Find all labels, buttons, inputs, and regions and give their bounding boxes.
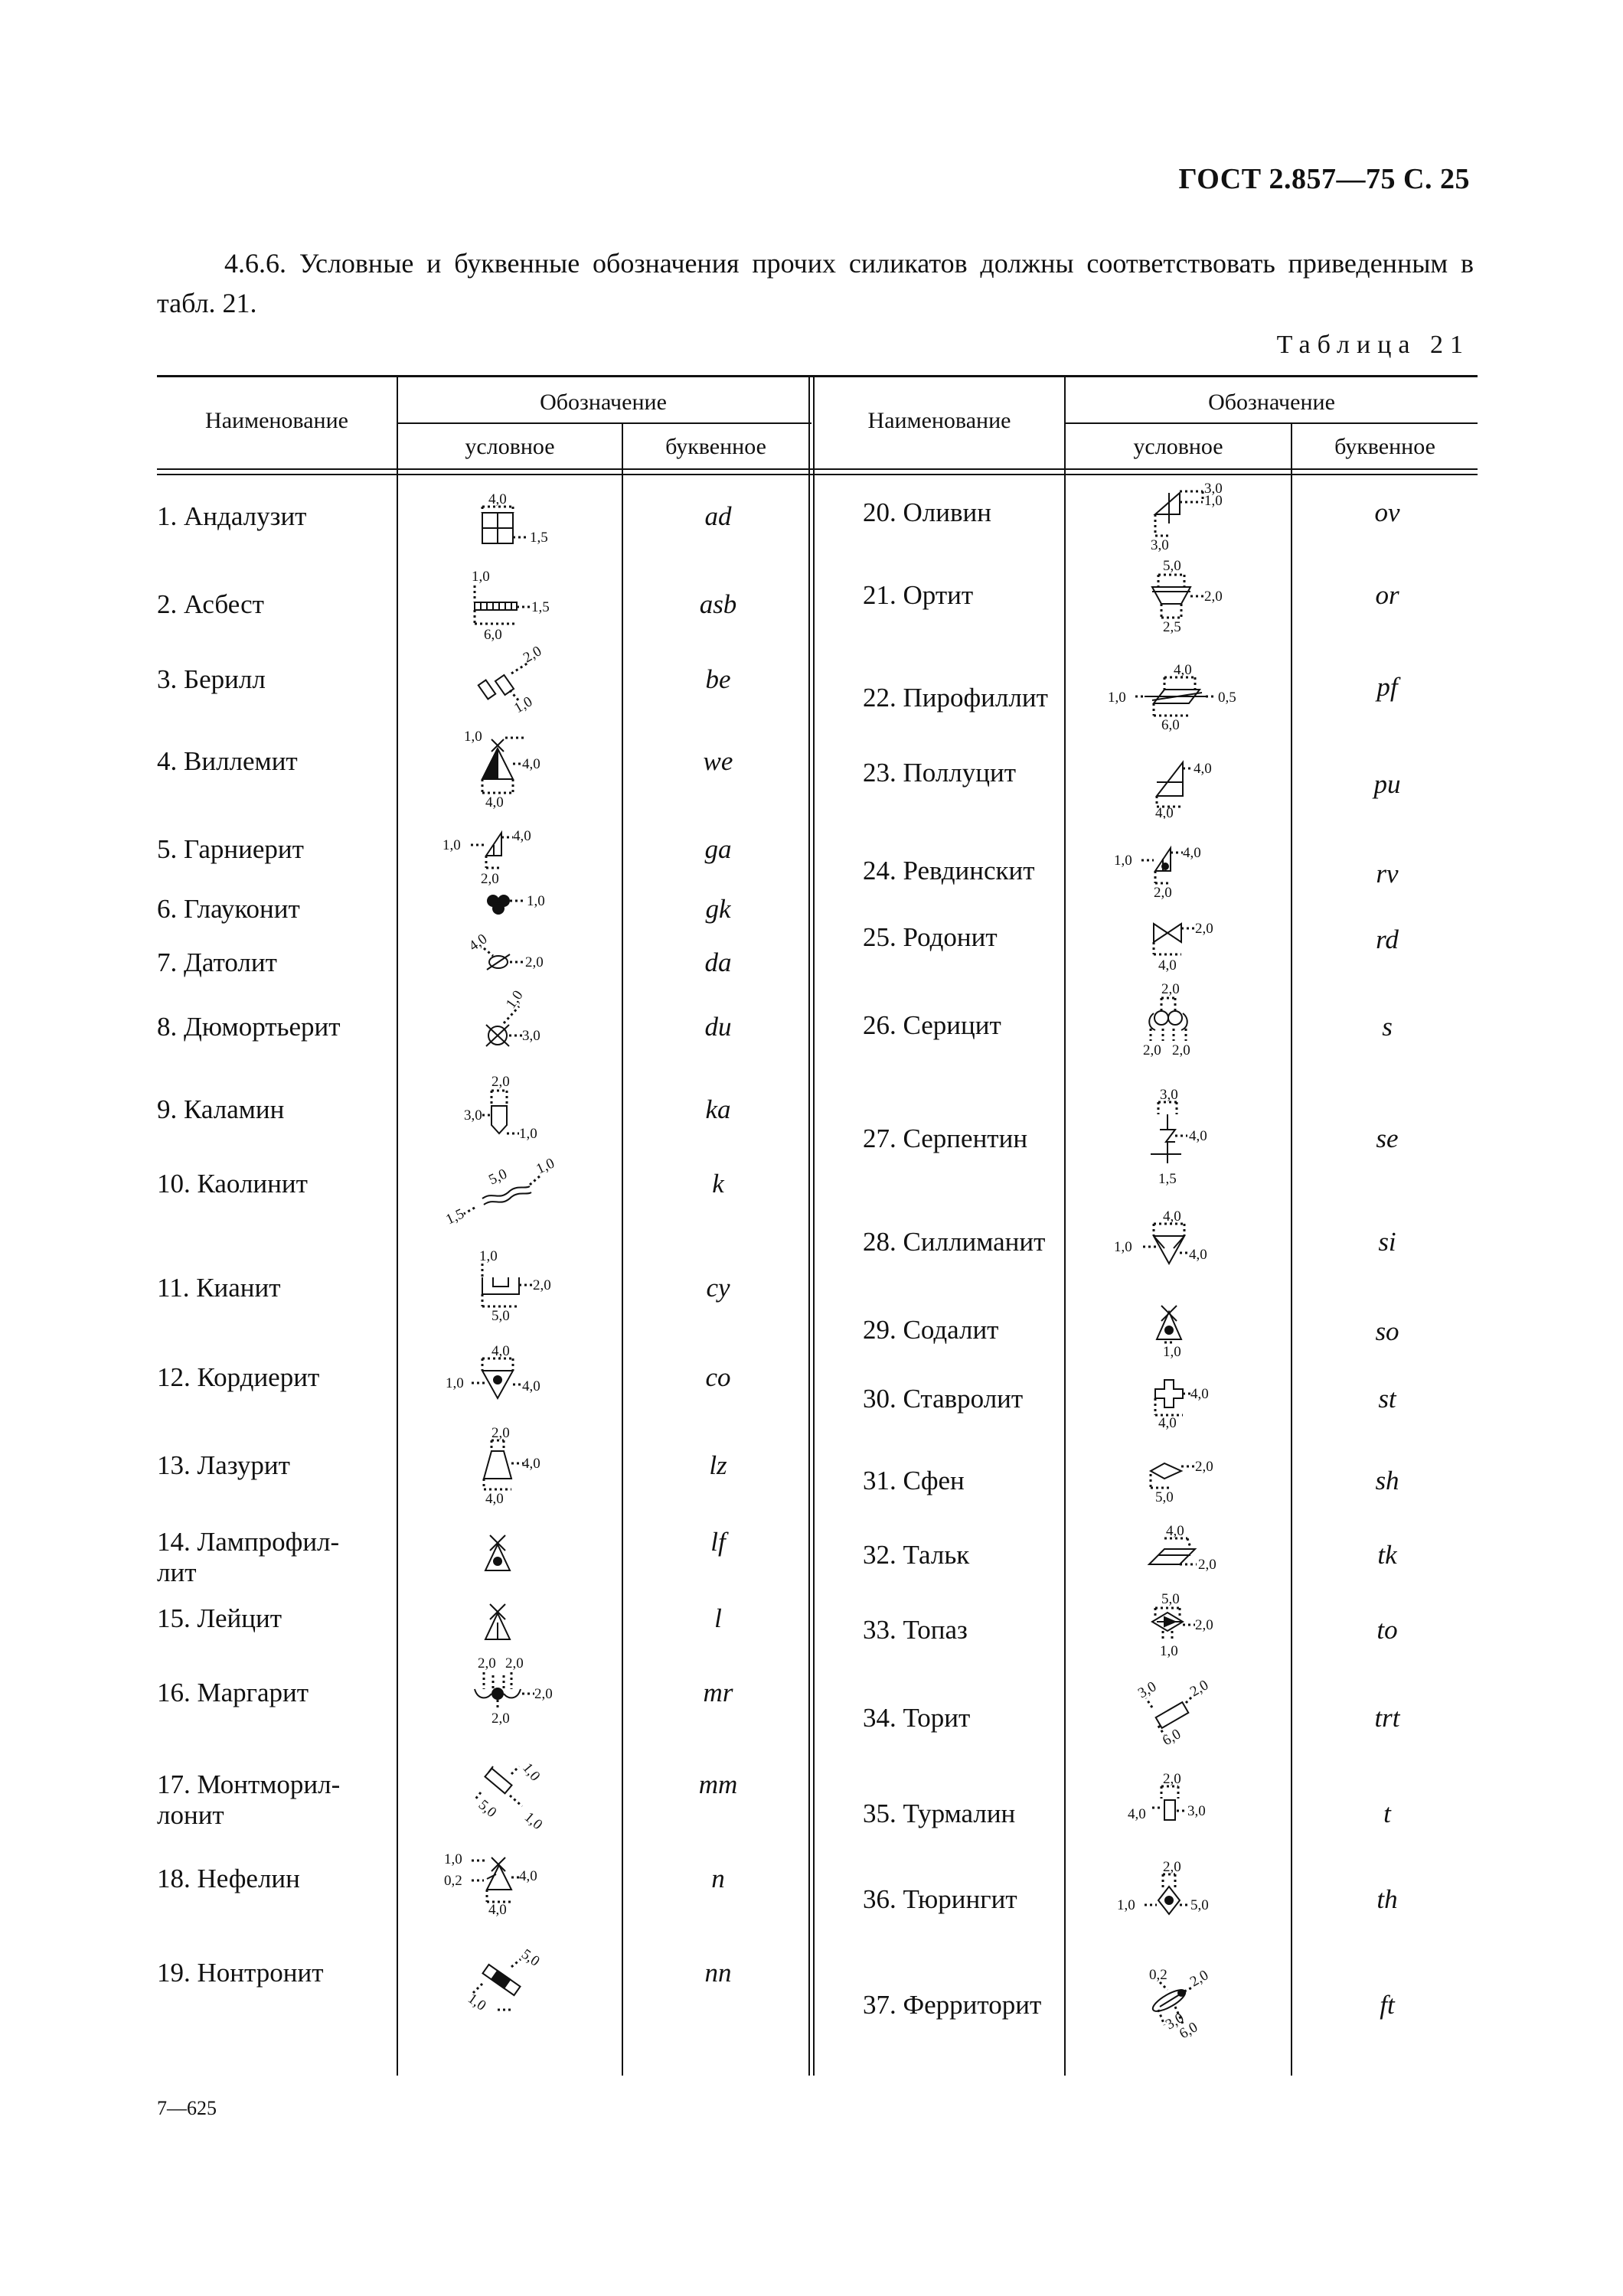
svg-text:1,0: 1,0 [1204, 493, 1223, 509]
row-name: 29. Содалит [863, 1315, 999, 1345]
header-conventional-right: условное [1133, 434, 1223, 459]
svg-text:5,0: 5,0 [1155, 1489, 1174, 1505]
willemite-symbol-icon [398, 726, 597, 810]
row-name: 13. Лазурит [157, 1450, 290, 1480]
svg-text:3,0: 3,0 [1187, 1803, 1206, 1819]
svg-text:2,0: 2,0 [1195, 1459, 1213, 1475]
svg-text:2,0: 2,0 [1161, 981, 1180, 997]
svg-text:4,0: 4,0 [1190, 1386, 1209, 1402]
svg-text:4,0: 4,0 [1155, 805, 1174, 819]
svg-text:4,0: 4,0 [1158, 1415, 1177, 1431]
svg-text:1,0: 1,0 [1108, 690, 1126, 706]
svg-text:4,0: 4,0 [519, 1868, 537, 1884]
row-name: 31. Сфен [863, 1466, 965, 1495]
svg-text:5,0: 5,0 [1161, 1591, 1180, 1607]
svg-text:1,0: 1,0 [527, 893, 545, 909]
sodalite-symbol-icon [1068, 1286, 1267, 1370]
row-code: to [1376, 1615, 1398, 1645]
pollucite-symbol-icon [1068, 735, 1267, 819]
svg-text:3,0: 3,0 [1160, 1087, 1178, 1103]
svg-text:3,0: 3,0 [464, 1107, 482, 1124]
row-name: 9. Каламин [157, 1094, 285, 1124]
row-name: 27. Серпентин [863, 1124, 1028, 1153]
row-code: we [703, 746, 733, 776]
row-name: 10. Каолинит [157, 1169, 308, 1199]
row-code: or [1375, 580, 1399, 610]
sericite-symbol-icon [1068, 980, 1267, 1064]
kyanite-symbol-icon [398, 1244, 597, 1328]
svg-text:2,0: 2,0 [1163, 1771, 1181, 1787]
svg-text:2,0: 2,0 [1172, 1042, 1190, 1058]
row-name-line1: 14. Лампрофил- [157, 1527, 340, 1557]
svg-text:2,0: 2,0 [534, 1686, 553, 1702]
row-name: 8. Дюмортьерит [157, 1012, 341, 1042]
row-name: 20. Оливин [863, 497, 991, 527]
row-name: 5. Гарниерит [157, 834, 304, 864]
svg-text:1,5: 1,5 [443, 1205, 467, 1228]
svg-text:2,0: 2,0 [1154, 885, 1172, 901]
svg-text:5,0: 5,0 [491, 1308, 510, 1324]
svg-text:4,0: 4,0 [1189, 1128, 1207, 1144]
svg-text:4,0: 4,0 [1189, 1247, 1207, 1263]
row-name: 32. Тальк [863, 1540, 970, 1570]
row-name: 23. Поллуцит [863, 758, 1017, 788]
row-name: 15. Лейцит [157, 1603, 282, 1633]
row-code: rd [1376, 925, 1399, 954]
row-name: 33. Топаз [863, 1615, 968, 1645]
svg-text:2,0: 2,0 [521, 643, 545, 667]
row-code: gk [705, 894, 731, 924]
svg-text:2,0: 2,0 [491, 1711, 510, 1727]
header-letter-right: буквенное [1334, 434, 1435, 459]
thorite-symbol-icon [1068, 1672, 1267, 1756]
row-name-line1: 17. Монтморил- [157, 1769, 341, 1799]
svg-text:4,0: 4,0 [1163, 1208, 1181, 1225]
row-code: t [1383, 1799, 1391, 1828]
row-code: nn [704, 1958, 732, 1988]
montmorillonite-symbol-icon [398, 1745, 597, 1829]
row-code: trt [1374, 1703, 1400, 1733]
row-name: 26. Серицит [863, 1010, 1001, 1040]
row-name: 11. Кианит [157, 1273, 281, 1303]
svg-text:2,0: 2,0 [505, 1655, 524, 1671]
header-name-left: Наименование [205, 408, 348, 433]
svg-text:4,0: 4,0 [1183, 845, 1201, 861]
svg-text:2,0: 2,0 [1198, 1557, 1216, 1573]
svg-text:1,0: 1,0 [464, 729, 482, 745]
svg-text:3,0: 3,0 [1204, 481, 1223, 497]
svg-text:5,0: 5,0 [1163, 558, 1181, 574]
svg-text:4,0: 4,0 [465, 931, 491, 955]
row-code: ga [704, 834, 732, 864]
svg-text:6,0: 6,0 [484, 627, 502, 643]
svg-text:1,0: 1,0 [1114, 853, 1132, 869]
svg-text:2,0: 2,0 [1187, 1677, 1212, 1701]
svg-text:0,2: 0,2 [444, 1873, 462, 1889]
svg-text:0,5: 0,5 [1218, 690, 1236, 706]
row-code: tk [1377, 1540, 1397, 1570]
svg-text:4,0: 4,0 [485, 794, 504, 810]
topaz-symbol-icon [1068, 1588, 1267, 1672]
row-code: co [705, 1362, 731, 1392]
row-name: 21. Ортит [863, 580, 974, 610]
svg-text:1,0: 1,0 [519, 1760, 544, 1785]
svg-text:2,0: 2,0 [533, 1277, 551, 1293]
svg-text:4,0: 4,0 [491, 1343, 510, 1359]
svg-text:2,0: 2,0 [1143, 1042, 1161, 1058]
row-code: asb [699, 589, 737, 619]
svg-text:3,0: 3,0 [1163, 2010, 1187, 2033]
row-name: 4. Виллемит [157, 746, 298, 776]
svg-text:2,0: 2,0 [478, 1655, 496, 1671]
svg-text:4,0: 4,0 [1158, 957, 1177, 974]
row-name: 36. Тюрингит [863, 1884, 1017, 1914]
svg-text:1,5: 1,5 [531, 599, 550, 615]
svg-text:4,0: 4,0 [488, 1902, 507, 1917]
svg-text:4,0: 4,0 [522, 756, 540, 772]
svg-text:4,0: 4,0 [513, 828, 531, 844]
orthite-symbol-icon [1068, 555, 1267, 639]
row-name: 19. Нонтронит [157, 1958, 324, 1988]
svg-text:1,0: 1,0 [511, 693, 536, 717]
row-name-line2: лонит [157, 1800, 224, 1830]
row-code: l [714, 1603, 722, 1633]
row-code: ft [1380, 1990, 1395, 2020]
row-code: s [1382, 1012, 1393, 1042]
svg-text:4,0: 4,0 [1174, 662, 1192, 678]
ferrithorite-symbol-icon [1068, 1959, 1267, 2043]
andalusite-symbol-icon [398, 482, 597, 566]
svg-text:4,0: 4,0 [1128, 1806, 1146, 1822]
svg-text:4,0: 4,0 [1166, 1523, 1184, 1539]
svg-text:4,0: 4,0 [485, 1491, 504, 1507]
cordierite-symbol-icon [398, 1336, 597, 1420]
row-code: th [1376, 1884, 1398, 1914]
row-name: 16. Маргарит [157, 1678, 309, 1707]
svg-text:0,2: 0,2 [1149, 1967, 1167, 1983]
talc-symbol-icon [1068, 1515, 1267, 1600]
svg-text:1,0: 1,0 [1117, 1897, 1135, 1913]
svg-text:2,5: 2,5 [1163, 619, 1181, 635]
svg-text:2,0: 2,0 [525, 954, 544, 970]
svg-text:1,0: 1,0 [519, 1126, 537, 1142]
svg-text:5,0: 5,0 [486, 1166, 510, 1189]
svg-text:1,0: 1,0 [442, 837, 461, 853]
svg-text:4,0: 4,0 [522, 1378, 540, 1394]
svg-text:1,0: 1,0 [465, 1990, 489, 2014]
datolite-symbol-icon [398, 922, 597, 983]
svg-text:5,0: 5,0 [475, 1796, 500, 1821]
svg-text:5,0: 5,0 [1190, 1897, 1209, 1913]
row-code: ad [704, 501, 732, 531]
row-code: k [712, 1169, 724, 1199]
row-name: 1. Андалузит [157, 501, 307, 531]
serpentine-dim: 1,5 [1158, 1171, 1177, 1187]
intro-paragraph: 4.6.6. Условные и буквенные обозначения прочих силикатов должны соответствовать приведенным в табл. 21. [157, 248, 1474, 318]
row-code: da [704, 947, 732, 977]
svg-text:2,0: 2,0 [1187, 1967, 1212, 1991]
revdinskite-symbol-icon [1068, 827, 1267, 911]
row-code: pu [1373, 769, 1401, 799]
row-code: be [705, 664, 731, 694]
svg-text:2,0: 2,0 [1163, 1859, 1181, 1875]
header-designation-right: Обозначение [1208, 390, 1335, 415]
staurolite-symbol-icon [1068, 1358, 1267, 1443]
serpentine-symbol-icon [1068, 1087, 1267, 1187]
svg-text:3,0: 3,0 [1135, 1678, 1160, 1702]
row-code: lf [710, 1527, 726, 1557]
header-designation-left: Обозначение [540, 390, 667, 415]
row-code: cy [706, 1273, 730, 1303]
header-conventional-left: условное [465, 434, 555, 459]
col-line-5 [1291, 422, 1292, 2076]
svg-text:1,0: 1,0 [1160, 1643, 1178, 1659]
row-name: 18. Нефелин [157, 1864, 300, 1893]
row-code: n [711, 1864, 725, 1893]
svg-text:4,0: 4,0 [522, 1456, 540, 1472]
row-code: rv [1376, 859, 1399, 889]
svg-text:4,0: 4,0 [488, 491, 507, 507]
row-code: du [704, 1012, 732, 1042]
row-code: mm [698, 1769, 738, 1799]
thuringite-symbol-icon [1068, 1856, 1267, 1940]
col-line-2 [622, 422, 623, 2076]
margarite-symbol-icon [398, 1649, 597, 1733]
row-code: mr [703, 1678, 733, 1707]
row-code: sh [1375, 1466, 1399, 1495]
row-name: 35. Турмалин [863, 1799, 1016, 1828]
dumortierite-symbol-icon [398, 983, 597, 1068]
svg-text:5,0: 5,0 [518, 1945, 543, 1970]
sillimanite-symbol-icon [1068, 1205, 1267, 1290]
page-header: ГОСТ 2.857—75 С. 25 [1178, 163, 1470, 195]
row-name-line2: лит [157, 1557, 197, 1587]
row-name: 34. Торит [863, 1703, 971, 1733]
svg-text:2,0: 2,0 [1195, 921, 1213, 937]
svg-text:1,0: 1,0 [479, 1248, 498, 1264]
svg-text:2,0: 2,0 [1195, 1617, 1213, 1633]
svg-text:1,0: 1,0 [1163, 1344, 1181, 1360]
row-name: 3. Берилл [157, 664, 266, 694]
svg-text:1,0: 1,0 [1114, 1239, 1132, 1255]
row-name [157, 1769, 402, 1831]
svg-text:6,0: 6,0 [1177, 2019, 1201, 2043]
table-top-rule [157, 375, 1478, 377]
row-name: 30. Ставролит [863, 1384, 1024, 1414]
row-code: ka [705, 1094, 731, 1124]
row-code: pf [1376, 672, 1398, 702]
row-name: 28. Силлиманит [863, 1227, 1046, 1257]
row-name: 12. Кордиерит [157, 1362, 320, 1392]
lazurite-symbol-icon [398, 1424, 597, 1508]
olivine-symbol-icon [1068, 475, 1267, 559]
row-name: 6. Глауконит [157, 894, 300, 924]
row-name: 24. Ревдинскит [863, 856, 1035, 885]
rhodonite-symbol-icon [1068, 899, 1267, 983]
row-code: lz [709, 1450, 727, 1480]
svg-text:4,0: 4,0 [1194, 761, 1212, 777]
svg-text:6,0: 6,0 [1161, 717, 1180, 733]
row-code: so [1375, 1316, 1399, 1346]
svg-text:2,0: 2,0 [491, 1425, 510, 1441]
tourmaline-symbol-icon [1068, 1768, 1267, 1852]
kaolinite-symbol-icon [398, 1148, 597, 1232]
svg-text:1,0: 1,0 [446, 1375, 464, 1391]
table-header-rule [157, 468, 1478, 470]
table-sub-rule-left [398, 422, 812, 424]
col-line-3 [808, 375, 810, 2076]
svg-text:1,0: 1,0 [534, 1155, 557, 1178]
row-code: si [1378, 1227, 1396, 1257]
row-code: st [1378, 1384, 1396, 1414]
svg-text:3,0: 3,0 [1151, 537, 1169, 553]
row-name: 2. Асбест [157, 589, 264, 619]
col-line-3b [813, 375, 815, 2076]
row-code: se [1376, 1124, 1399, 1153]
svg-text:2,0: 2,0 [481, 871, 499, 887]
header-letter-left: буквенное [665, 434, 766, 459]
table-sub-rule-right [1066, 422, 1478, 424]
svg-text:6,0: 6,0 [1160, 1726, 1184, 1750]
asbestos-symbol-icon [398, 563, 597, 647]
calamine-symbol-icon [398, 1068, 597, 1152]
row-name: 25. Родонит [863, 922, 998, 952]
pyrophyllite-symbol-icon [1068, 654, 1267, 739]
row-code: ov [1374, 497, 1400, 527]
nepheline-symbol-icon [398, 1833, 597, 1917]
sphene-symbol-icon [1068, 1439, 1267, 1523]
header-name-right: Наименование [867, 408, 1011, 433]
row-name: 7. Датолит [157, 947, 277, 977]
page-footer: 7—625 [157, 2097, 217, 2119]
svg-text:2,0: 2,0 [491, 1074, 510, 1090]
row-name: 22. Пирофиллит [863, 683, 1048, 713]
nontronite-symbol-icon [398, 1936, 597, 2020]
svg-text:2,0: 2,0 [1204, 589, 1223, 605]
glauconite-symbol-icon [398, 876, 597, 922]
svg-text:1,0: 1,0 [502, 987, 527, 1012]
table-header-rule-2 [157, 474, 1478, 475]
svg-text:3,0: 3,0 [522, 1028, 540, 1044]
table-caption: Таблица 21 [1276, 331, 1470, 359]
svg-text:1,0: 1,0 [521, 1808, 546, 1829]
row-name [157, 1527, 402, 1588]
row-name: 37. Ферриторит [863, 1990, 1042, 2020]
svg-text:1,5: 1,5 [530, 530, 548, 546]
svg-text:1,0: 1,0 [444, 1851, 462, 1867]
svg-text:1,0: 1,0 [472, 569, 490, 585]
beryl-symbol-icon [398, 643, 597, 727]
